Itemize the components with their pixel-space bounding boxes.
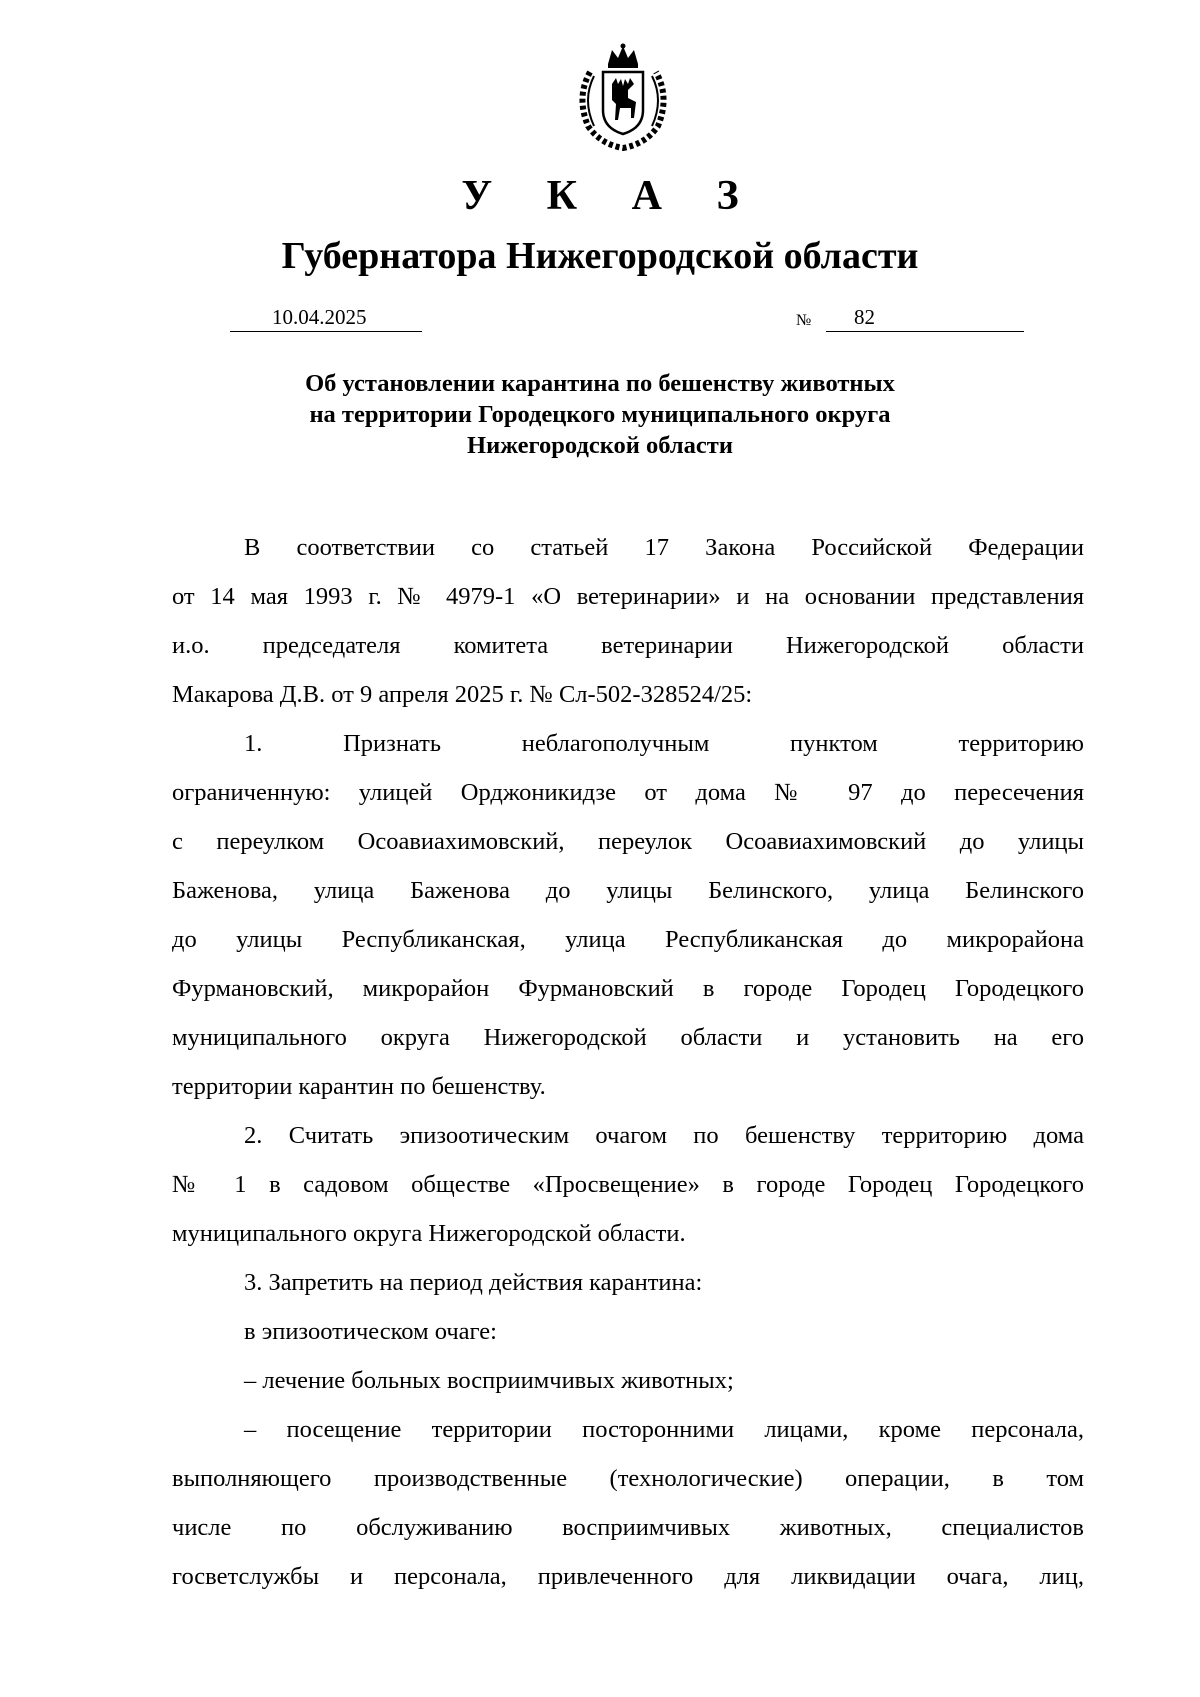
- number-field: [826, 305, 1024, 332]
- document-heading: [0, 368, 1200, 461]
- heading-line: Об установлении карантина по бешенству животных: [305, 370, 895, 397]
- document-number: 82: [854, 305, 875, 329]
- body-line: № 1 в садовом обществе «Просвещение» в городе Городец Городецкого: [172, 1171, 1084, 1198]
- body-line: муниципального округа Нижегородской области и установить на его: [172, 1024, 1084, 1051]
- body-line: ограниченную: улицей Орджоникидзе от дома № 97 до пересечения: [172, 779, 1084, 806]
- body-line: муниципального округа Нижегородской области.: [172, 1220, 686, 1247]
- body-line: в эпизоотическом очаге:: [244, 1318, 497, 1345]
- body-line: с переулком Осоавиахимовский, переулок Осоавиахимовский до улицы: [172, 828, 1084, 855]
- document-issuer: Губернатора Нижегородской области: [281, 235, 919, 277]
- heading-line: Нижегородской области: [467, 432, 733, 459]
- body-line: 1. Признать неблагополучным пунктом территорию: [244, 730, 1084, 757]
- body-line: 3. Запретить на период действия карантина:: [244, 1269, 703, 1296]
- document-body: [172, 523, 1084, 1601]
- body-line: – посещение территории посторонними лицами, кроме персонала,: [244, 1416, 1084, 1443]
- number-sign: №: [796, 312, 812, 329]
- date-field: [230, 305, 422, 332]
- body-line: Фурмановский, микрорайон Фурмановский в городе Городец Городецкого: [172, 975, 1084, 1002]
- document-title: У К А З: [461, 173, 761, 219]
- body-line: выполняющего производственные (технологические) операции, в том: [172, 1465, 1084, 1492]
- body-line: числе по обслуживанию восприимчивых животных, специалистов: [172, 1514, 1084, 1541]
- heading-line: на территории Городецкого муниципального округа: [309, 401, 891, 428]
- body-line: – лечение больных восприимчивых животных;: [244, 1367, 734, 1394]
- body-line: госветслужбы и персонала, привлеченного для ликвидации очага, лиц,: [172, 1563, 1084, 1590]
- coat-of-arms-emblem: [570, 42, 676, 152]
- body-line: и.о. председателя комитета ветеринарии Нижегородской области: [172, 632, 1084, 659]
- body-line: В соответствии со статьей 17 Закона Российской Федерации: [244, 534, 1084, 561]
- body-line: территории карантин по бешенству.: [172, 1073, 546, 1100]
- document-date: 10.04.2025: [272, 305, 367, 329]
- body-line: Макарова Д.В. от 9 апреля 2025 г. № Сл-502-328524/25:: [172, 681, 753, 708]
- body-line: от 14 мая 1993 г. № 4979-1 «О ветеринарии» и на основании представления: [172, 583, 1084, 610]
- body-line: Баженова, улица Баженова до улицы Белинского, улица Белинского: [172, 877, 1084, 904]
- body-line: до улицы Республиканская, улица Республиканская до микрорайона: [172, 926, 1084, 953]
- body-line: 2. Считать эпизоотическим очагом по бешенству территорию дома: [244, 1122, 1084, 1149]
